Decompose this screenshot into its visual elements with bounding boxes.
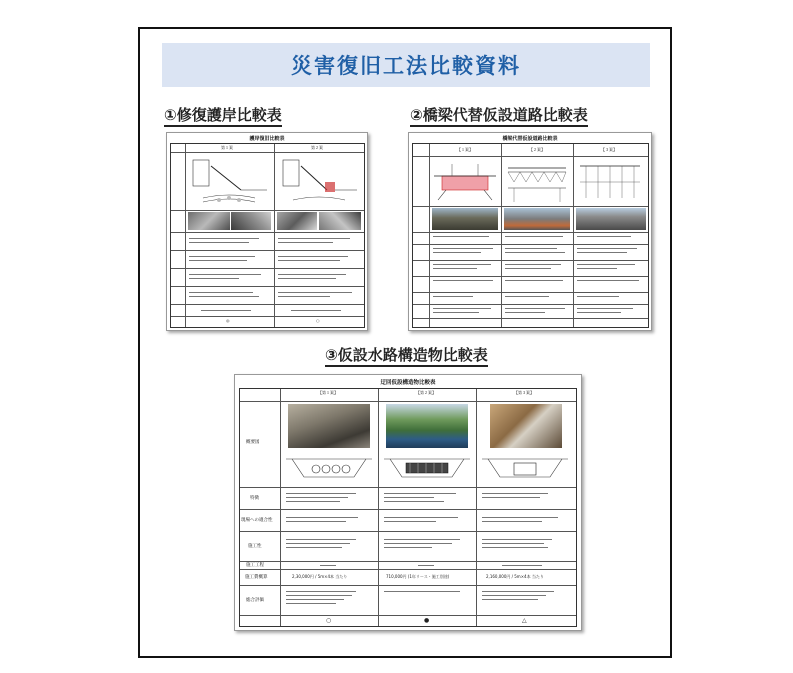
doc2-drawing-2	[504, 158, 570, 204]
document-frame	[138, 27, 672, 658]
doc3-row-label-suitability: 現場への適合性	[241, 518, 273, 523]
revetment-comparison-table-image	[166, 132, 368, 331]
doc3-table	[239, 388, 577, 627]
doc3-cost-1: 2,30,000円 / 5m×4本 当たり	[292, 574, 348, 579]
doc3-row-label-evaluation: 総合評価	[246, 598, 264, 603]
section-title-revetment: ①修復護岸比較表	[164, 106, 282, 127]
doc1-section-drawing-1	[189, 156, 271, 208]
page-title: 災害復旧工法比較資料	[291, 54, 521, 78]
doc1-heading: 護岸復旧比較表	[249, 136, 285, 142]
doc3-mark-1: ○	[326, 617, 332, 624]
doc1-mark-2: ○	[316, 318, 320, 323]
doc3-heading: 迂回仮設構造物比較表	[380, 380, 436, 386]
doc3-photo-3	[490, 404, 562, 448]
doc3-photo-2	[386, 404, 468, 448]
bridge-road-comparison-table-image	[408, 132, 652, 331]
section-title-bridge-road: ②橋梁代替仮設道路比較表	[410, 106, 588, 127]
doc3-drawing-3	[480, 451, 570, 485]
doc3-option-3: 【第３案】	[514, 390, 534, 395]
section-title-waterway: ③仮設水路構造物比較表	[325, 346, 488, 367]
doc3-mark-2: ●	[424, 617, 430, 624]
doc2-option-2: 【２案】	[529, 147, 545, 152]
doc3-mark-3: △	[522, 617, 527, 624]
doc3-photo-1	[288, 404, 370, 448]
doc3-row-label-features: 特徴	[250, 496, 259, 501]
doc3-cost-2: 710,000円 (1年リース・施工別途)	[386, 574, 450, 579]
doc2-drawing-1	[432, 158, 498, 204]
doc3-row-label-workability: 施工性	[248, 544, 262, 549]
doc3-option-1: 【第１案】	[318, 390, 338, 395]
doc1-table	[170, 143, 365, 328]
doc1-section-drawing-2	[279, 156, 361, 208]
doc3-row-label-overview: 概要図	[246, 440, 260, 445]
doc3-drawing-1	[284, 451, 374, 485]
doc1-option-1: 第１案	[221, 145, 233, 150]
doc2-heading: 橋梁代替仮設道路比較表	[502, 136, 558, 142]
doc2-option-1: 【１案】	[457, 147, 473, 152]
doc3-drawing-2	[382, 451, 472, 485]
waterway-comparison-table-image	[234, 374, 582, 631]
doc3-row-label-schedule: 施工工程	[246, 563, 264, 568]
doc1-mark-1: ◎	[226, 318, 230, 323]
doc2-table	[412, 143, 649, 328]
doc3-option-2: 【第２案】	[416, 390, 436, 395]
doc2-drawing-3	[576, 158, 644, 204]
doc1-option-2: 第２案	[311, 145, 323, 150]
doc3-cost-3: 2,160,000円 / 5m×4本 当たり	[486, 574, 544, 579]
doc3-row-label-cost: 施工費概算	[245, 575, 268, 580]
title-banner	[162, 43, 650, 87]
doc2-option-3: 【３案】	[601, 147, 617, 152]
